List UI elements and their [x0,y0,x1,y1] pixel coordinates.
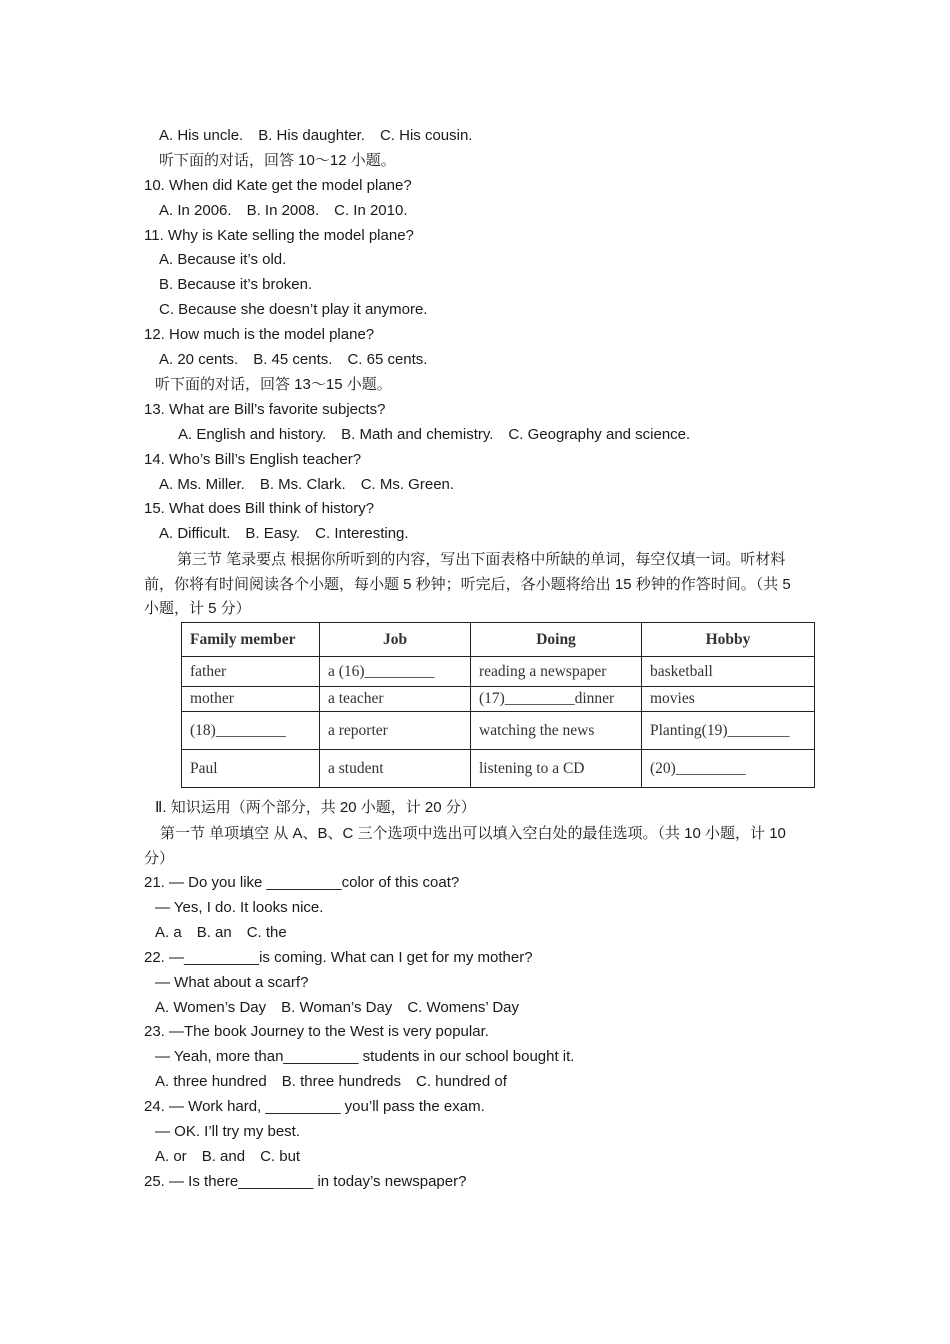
option-a: A. a [155,924,182,941]
option-c: C. 65 cents. [347,351,428,368]
instruction-10-12: 听下面的对话，回答 10～12 小题。 [159,152,396,169]
option-c: C. Geography and science. [508,426,691,443]
table-row [182,687,815,712]
q24-options [155,1147,300,1167]
option-a: A. Women’s Day [155,999,267,1016]
header-hobby: Hobby [642,623,815,657]
q11-option-c: C. Because she doesn’t play it anymore. [159,301,428,318]
option-b: B. three hundreds [281,1073,401,1090]
option-a: A. In 2006. [159,202,232,219]
header-family-member: Family member [182,623,320,657]
option-b: B. Math and chemistry. [341,426,494,443]
part2-instructions: 第一节 单项填空 从 A、B、C 三个选项中选出可以填入空白处的最佳选项。（共 10 小题，计 10 分） [144,825,786,867]
table-row [182,712,815,750]
q23-options [155,1072,507,1092]
question-25: 25. — Is there_________ in today’s newspaper? [144,1173,467,1190]
header-job: Job [320,623,471,657]
option-c: C. Womens’ Day [407,999,520,1016]
table-row [182,657,815,687]
cell-member: mother [182,687,320,712]
option-a: A. Ms. Miller. [159,476,245,493]
cell-hobby: movies [642,687,815,712]
option-b: B. an [196,924,232,941]
cell-doing: watching the news [471,712,642,750]
cell-hobby[interactable]: (20)_________ [642,750,815,788]
cell-doing: listening to a CD [471,750,642,788]
option-c: C. Interesting. [315,525,409,542]
question-23: 23. —The book Journey to the West is very popular. [144,1023,489,1040]
q22-reply: — What about a scarf? [155,974,309,991]
option-b: B. In 2008. [246,202,320,219]
q11-option-b: B. Because it’s broken. [159,276,313,293]
option-c: C. the [246,924,287,941]
cell-member: father [182,657,320,687]
option-c: C. In 2010. [334,202,408,219]
option-b: B. Easy. [245,525,301,542]
table-header-row [182,623,815,657]
part2-title: Ⅱ. 知识运用（两个部分，共 20 小题，计 20 分） [155,799,476,816]
cell-member[interactable]: (18)_________ [182,712,320,750]
q9-options [159,126,472,146]
option-a: A. Difficult. [159,525,231,542]
cell-job[interactable]: a (16)_________ [320,657,471,687]
option-a: A. His uncle. [159,127,244,144]
cell-job: a student [320,750,471,788]
table-row [182,750,815,788]
option-a: A. English and history. [178,426,327,443]
option-b: B. and [201,1148,246,1165]
cell-job: a teacher [320,687,471,712]
instruction-13-15: 听下面的对话，回答 13～15 小题。 [155,376,392,393]
cell-member: Paul [182,750,320,788]
q21-options [155,923,287,943]
question-21: 21. — Do you like _________color of this coat? [144,874,460,891]
option-b: B. Ms. Clark. [259,476,346,493]
cell-hobby: basketball [642,657,815,687]
q22-options [155,998,519,1018]
q24-reply: — OK. I’ll try my best. [155,1123,301,1140]
option-a: A. or [155,1148,187,1165]
family-table [181,622,815,788]
question-24: 24. — Work hard, _________ you’ll pass the exam. [144,1098,485,1115]
cell-doing[interactable]: (17)_________dinner [471,687,642,712]
question-22: 22. —_________is coming. What can I get for my mother? [144,949,533,966]
option-a: A. three hundred [155,1073,267,1090]
header-doing: Doing [471,623,642,657]
q23-reply: — Yeah, more than_________ students in our school bought it. [155,1048,575,1065]
q10-options [159,201,408,221]
cell-hobby[interactable]: Planting(19)________ [642,712,815,750]
q11-option-a: A. Because it’s old. [159,251,287,268]
q12-options [159,350,427,370]
question-13: 13. What are Bill’s favorite subjects? [144,401,386,418]
question-10: 10. When did Kate get the model plane? [144,177,412,194]
option-b: B. 45 cents. [253,351,333,368]
option-c: C. His cousin. [379,127,473,144]
option-b: B. His daughter. [258,127,365,144]
option-b: B. Woman’s Day [281,999,393,1016]
option-c: C. but [260,1148,301,1165]
cell-doing: reading a newspaper [471,657,642,687]
section3-instructions: 第三节 笔录要点 根据你所听到的内容，写出下面表格中所缺的单词，每空仅填一词。听材料前，你将有时间阅读各个小题，每小题 5 秒钟；听完后，各小题将给出 15 秒钟的作答时间。（共 5 小题，计 5 分） [144,551,791,617]
q14-options [159,475,454,495]
question-12: 12. How much is the model plane? [144,326,375,343]
q13-options [178,425,690,445]
q21-reply: — Yes, I do. It looks nice. [155,899,324,916]
question-14: 14. Who’s Bill’s English teacher? [144,451,362,468]
option-c: C. Ms. Green. [360,476,455,493]
option-a: A. 20 cents. [159,351,239,368]
question-15: 15. What does Bill think of history? [144,500,375,517]
option-c: C. hundred of [416,1073,507,1090]
q15-options [159,524,409,544]
cell-job: a reporter [320,712,471,750]
question-11: 11. Why is Kate selling the model plane? [144,227,414,244]
